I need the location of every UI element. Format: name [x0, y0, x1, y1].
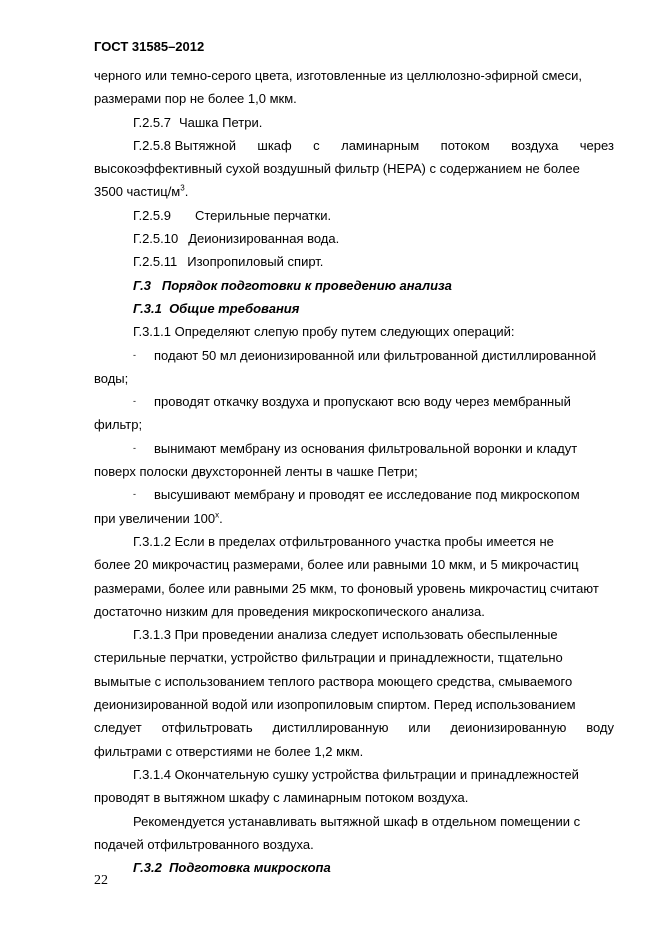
text-line: достаточно низким для проведения микроскопического анализа.: [94, 603, 485, 619]
list-item-text: высушивают мембрану и проводят ее исследование под микроскопом: [154, 487, 580, 503]
word: потоком: [440, 137, 490, 153]
text-line: подачей отфильтрованного воздуха.: [94, 836, 314, 852]
text: при увеличении 100: [94, 510, 216, 526]
list-item: [94, 483, 614, 506]
item-g2511: [94, 250, 614, 273]
list-item-text: вынимают мембрану из основания фильтровальной воронки и кладут: [154, 440, 578, 456]
list-item-text: подают 50 мл деионизированной или фильтрованной дистиллированной: [154, 347, 597, 363]
list-item: [94, 390, 614, 413]
word: Г.2.5.8 Вытяжной: [133, 137, 236, 153]
bullet: -: [133, 396, 136, 407]
item-g259: [94, 204, 614, 227]
text-line: высокоэффективный сухой воздушный фильтр (HEPA) с содержанием не более: [94, 161, 580, 177]
text-line: воды;: [94, 370, 129, 386]
item-g258: [94, 134, 614, 157]
word: шкаф: [257, 137, 292, 153]
text-line: поверх полоски двухсторонней ленты в чашке Петри;: [94, 464, 418, 480]
superscript: х: [215, 510, 220, 520]
item-g312: Г.3.1.2 Если в пределах отфильтрованного участка пробы имеется не: [133, 533, 554, 549]
text-line: стерильные перчатки, устройство фильтрации и принадлежности, тщательно: [94, 650, 563, 666]
recommendation: Рекомендуется устанавливать вытяжной шкаф в отдельном помещении с: [133, 813, 581, 829]
document-header: ГОСТ 31585–2012: [94, 39, 205, 54]
item-g311: Г.3.1.1 Определяют слепую пробу путем следующих операций:: [133, 324, 515, 340]
section-heading-g32: Г.3.2 Подготовка микроскопа: [133, 860, 331, 876]
word: через: [579, 137, 614, 153]
list-item: [94, 437, 614, 460]
item-text: Чашка Петри.: [178, 114, 263, 130]
bullet: -: [133, 349, 136, 360]
item-g257: [94, 111, 614, 134]
word: отфильтровать: [161, 720, 253, 736]
text: 3500 частиц/м: [94, 184, 181, 200]
word: или: [408, 720, 431, 736]
page-number: 22: [94, 873, 108, 888]
item-number: Г.2.5.11: [133, 254, 178, 270]
section-heading-g3: Г.3 Порядок подготовки к проведению анализа: [133, 277, 452, 293]
text-line: проводят в вытяжном шкафу с ламинарным потоком воздуха.: [94, 790, 469, 806]
text-line: черного или темно-серого цвета, изготовленные из целлюлозно-эфирной смеси,: [94, 68, 582, 83]
justified-line: [94, 716, 614, 739]
word: ламинарным: [341, 137, 420, 153]
superscript: 3: [180, 184, 185, 194]
text-line: размерами, более или равными 25 мкм, то фоновый уровень микрочастиц считают: [94, 580, 599, 596]
list-item: [94, 344, 614, 367]
item-g2510: [94, 227, 614, 250]
section-heading-g31: Г.3.1 Общие требования: [133, 300, 300, 316]
word: с: [313, 137, 320, 153]
bullet: -: [133, 489, 136, 500]
word: дистиллированную: [272, 720, 389, 736]
item-number: Г.2.5.10: [133, 231, 179, 247]
item-number: Г.2.5.9: [133, 207, 171, 223]
item-text: Изопропиловый спирт.: [187, 254, 324, 270]
item-g314: Г.3.1.4 Окончательную сушку устройства фильтрации и принадлежностей: [133, 766, 579, 782]
period: .: [184, 184, 189, 200]
word: воду: [586, 720, 614, 736]
text-line: размерами пор не более 1,0 мкм.: [94, 91, 297, 107]
item-g313: Г.3.1.3 При проведении анализа следует использовать обеспыленные: [133, 627, 558, 643]
word: деионизированную: [450, 720, 567, 736]
text-line: вымытые с использованием теплого раствора моющего средства, смываемого: [94, 673, 573, 689]
text-line: фильтрами с отверстиями не более 1,2 мкм.: [94, 743, 364, 759]
item-number: Г.2.5.7: [133, 114, 171, 130]
text-line: более 20 микрочастиц размерами, более или равными 10 мкм, и 5 микрочастиц: [94, 557, 579, 573]
period: .: [219, 510, 223, 526]
document-body: [94, 64, 614, 879]
text-line-with-sup: [94, 507, 614, 530]
item-text: Стерильные перчатки.: [194, 207, 332, 223]
text-line: деионизированной водой или изопропиловым спиртом. Перед использованием: [94, 697, 576, 713]
list-item-text: проводят откачку воздуха и пропускают всю воду через мембранный: [154, 394, 571, 410]
item-text: Деионизированная вода.: [188, 231, 340, 247]
text-line-with-sup: [94, 180, 614, 203]
bullet: -: [133, 442, 136, 453]
word: следует: [94, 720, 142, 736]
word: воздуха: [511, 137, 559, 153]
text-line: фильтр;: [94, 417, 143, 433]
